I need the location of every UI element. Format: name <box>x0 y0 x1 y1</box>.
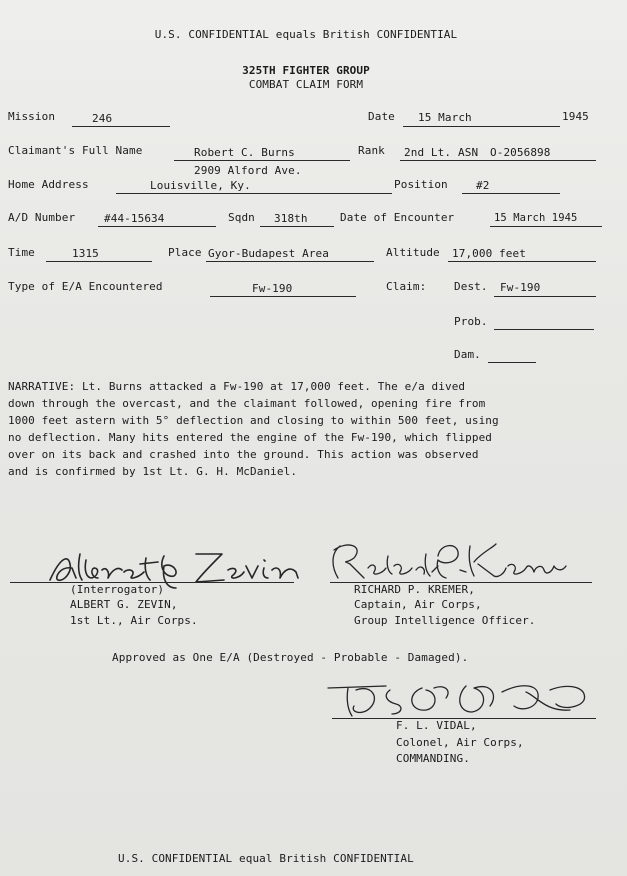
asn-label: ASN <box>458 146 479 159</box>
place-label: Place <box>168 246 202 259</box>
ad-number-value: #44-15634 <box>104 212 165 225</box>
intelligence-officer-title1: Captain, Air Corps, <box>354 598 482 611</box>
position-value: #2 <box>476 179 490 192</box>
claimant-rule <box>174 160 350 161</box>
altitude-label: Altitude <box>386 246 440 259</box>
commander-signature <box>326 676 600 720</box>
position-rule <box>462 193 560 194</box>
unit-title: 325TH FIGHTER GROUP <box>242 64 370 77</box>
narrative-line: and is confirmed by 1st Lt. G. H. McDaniel. <box>8 465 298 478</box>
time-rule <box>46 261 152 262</box>
dest-label: Dest. <box>454 280 488 293</box>
ad-number-label: A/D Number <box>8 211 76 224</box>
place-value: Gyor-Budapest Area <box>208 247 330 260</box>
interrogator-title: 1st Lt., Air Corps. <box>70 614 198 627</box>
ea-type-value: Fw-190 <box>252 282 293 295</box>
mission-rule <box>72 126 170 127</box>
narrative-line: over on its back and crashed into the ground. This action was observed <box>8 448 479 461</box>
date-label: Date <box>368 110 395 123</box>
intelligence-officer-signature <box>328 536 578 586</box>
rank-label: Rank <box>358 144 385 157</box>
ea-type-label: Type of E/A Encountered <box>8 280 163 293</box>
date-value: 15 March <box>418 111 472 124</box>
dam-rule <box>488 362 536 363</box>
sqdn-label: Sqdn <box>228 211 255 224</box>
form-title: COMBAT CLAIM FORM <box>248 78 364 91</box>
narrative-line: 1000 feet astern with 5° deflection and closing to within 500 feet, using <box>8 414 499 427</box>
approval-text: Approved as One E/A (Destroyed - Probable - Damaged). <box>112 651 469 664</box>
time-value: 1315 <box>72 247 99 260</box>
intelligence-officer-title2: Group Intelligence Officer. <box>354 614 536 627</box>
ea-type-rule <box>210 296 356 297</box>
mission-value: 246 <box>92 112 113 125</box>
narrative-line: down through the overcast, and the claimant followed, opening fire from <box>8 397 486 410</box>
claim-label: Claim: <box>386 280 427 293</box>
date-year: 1945 <box>562 110 589 123</box>
narrative-line: no deflection. Many hits entered the engine of the Fw-190, which flipped <box>8 431 493 444</box>
address-city: Louisville, Ky. <box>150 179 251 192</box>
classification-header: U.S. CONFIDENTIAL equals British CONFIDENTIAL <box>154 28 458 41</box>
sqdn-value: 318th <box>274 212 308 225</box>
commander-name: F. L. VIDAL, <box>396 719 477 732</box>
address-street: 2909 Alford Ave. <box>194 164 302 177</box>
place-rule <box>206 261 374 262</box>
prob-label: Prob. <box>454 315 488 328</box>
date-rule <box>403 126 560 127</box>
interrogator-role: (Interrogator) <box>70 583 165 596</box>
address-label: Home Address <box>8 178 89 191</box>
rank-value: 2nd Lt. <box>404 146 452 159</box>
classification-footer: U.S. CONFIDENTIAL equal British CONFIDENTIAL <box>118 852 414 865</box>
ad-number-rule <box>98 226 216 227</box>
dam-label: Dam. <box>454 348 481 361</box>
mission-label: Mission <box>8 110 56 123</box>
address-rule <box>116 193 392 194</box>
asn-value: O-2056898 <box>490 146 551 159</box>
position-label: Position <box>394 178 448 191</box>
sqdn-rule <box>260 226 334 227</box>
dest-rule <box>494 296 596 297</box>
commander-title2: COMMANDING. <box>396 752 470 765</box>
narrative-line: NARRATIVE: Lt. Burns attacked a Fw-190 at 17,000 feet. The e/a dived <box>8 380 466 393</box>
encounter-date-label: Date of Encounter <box>340 211 455 224</box>
time-label: Time <box>8 246 35 259</box>
encounter-date-rule <box>490 226 602 227</box>
interrogator-name: ALBERT G. ZEVIN, <box>70 598 178 611</box>
prob-rule <box>494 329 594 330</box>
encounter-date-value: 15 March 1945 <box>494 212 578 224</box>
commander-title1: Colonel, Air Corps, <box>396 736 524 749</box>
claimant-label: Claimant's Full Name <box>8 144 143 157</box>
intelligence-officer-name: RICHARD P. KREMER, <box>354 583 476 596</box>
claimant-value: Robert C. Burns <box>194 146 295 159</box>
altitude-rule <box>448 261 596 262</box>
rank-rule <box>400 160 596 161</box>
altitude-value: 17,000 feet <box>452 247 526 260</box>
dest-value: Fw-190 <box>500 281 541 294</box>
